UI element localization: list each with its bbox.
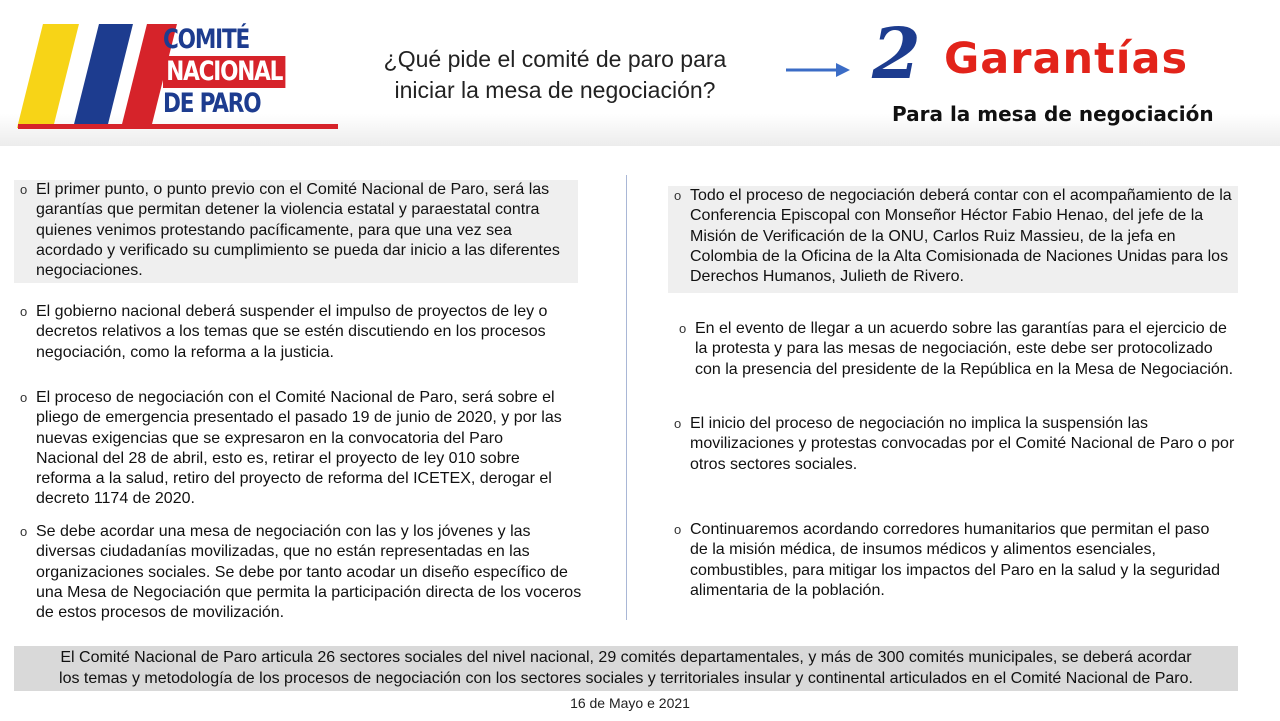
bullet-marker: o	[20, 524, 28, 539]
bullet-text: En el evento de llegar a un acuerdo sobre las garantías para el ejercicio de la protesta y para las mesas de negociación, este debe ser protocolizado con la presencia del presidente de la República en la Mesa de Negociación.	[695, 320, 1234, 378]
right-bullet-3	[668, 414, 1240, 475]
bullet-marker: o	[20, 182, 28, 197]
left-bullet-1	[14, 180, 578, 283]
logo-text	[163, 24, 283, 120]
date-label: 16 de Mayo e 2021	[570, 695, 690, 711]
bullet-text: Se debe acordar una mesa de negociación con las y los jóvenes y las diversas ciudadanías movilizadas, que no están representadas en las organizaciones sociales. Se debe por tanto acodar un diseño específico de una Mesa de Negociación que permita la participación directa de los voceros de estos procesos de movilización.	[36, 523, 582, 622]
section-title: Garantías	[944, 34, 1189, 84]
bullet-marker: o	[20, 390, 28, 405]
question-line-1: ¿Qué pide el comité de paro para	[383, 46, 727, 72]
logo-line-2: NACIONAL	[163, 56, 285, 88]
column-divider	[626, 175, 627, 620]
right-bullet-2	[673, 319, 1241, 380]
bullet-text: El gobierno nacional deberá suspender el impulso de proyectos de ley o decretos relativos a los temas que se estén discutiendo en los procesos negociación, como la reforma a la justicia.	[36, 303, 548, 361]
logo-line-3: DE PARO	[163, 88, 261, 119]
bullet-text: El primer punto, o punto previo con el Comité Nacional de Paro, será las garantías que permitan detener la violencia estatal y paraestatal contra quienes venimos protestando pacíficamente, para que una vez sea acordado y verificado su cumplimiento se pueda dar inicio a las diferentes negociaciones.	[36, 181, 560, 280]
footer-summary	[14, 646, 1238, 691]
right-arrow-icon	[786, 60, 852, 80]
bullet-text: Todo el proceso de negociación deberá contar con el acompañamiento de la Conferencia Episcopal con Monseñor Héctor Fabio Henao, del jefe de la Misión de Verificación de la ONU, Carlos Ruiz Massieu, de la jefa en Colombia de la Oficina de la Alta Comisionada de Naciones Unidas para los Derechos Humanos, Julieth de Rivero.	[690, 187, 1232, 286]
bullet-marker: o	[674, 416, 682, 431]
header-question	[355, 44, 755, 106]
bullet-text: El proceso de negociación con el Comité Nacional de Paro, será sobre el pliego de emergencia presentado el pasado 19 de junio de 2020, y por las nuevas exigencias que se expresaron en la convocatoria del Paro Nacional del 28 de abril, esto es, retirar el proyecto de ley 010 sobre reforma a la salud, retiro del proyecto de reforma del ICETEX, derogar el decreto 1174 de 2020.	[36, 389, 562, 508]
footer-line-1: El Comité Nacional de Paro articula 26 sectores sociales del nivel nacional, 29 comités departamentales, y más de 300 comités municipales, se deberá acordar	[60, 649, 1192, 666]
bullet-marker: o	[20, 304, 28, 319]
right-bullet-4	[668, 520, 1228, 601]
bullet-marker: o	[674, 522, 682, 537]
left-bullet-2	[14, 302, 582, 363]
bullet-marker: o	[674, 188, 682, 203]
right-bullet-1	[668, 186, 1238, 293]
left-bullet-4	[14, 522, 582, 623]
bullet-text: El inicio del proceso de negociación no implica la suspensión las movilizaciones y protestas convocadas por el Comité Nacional de Paro o por otros sectores sociales.	[690, 415, 1235, 473]
bullet-text: Continuaremos acordando corredores humanitarios que permitan el paso de la misión médica, de insumos médicos y alimentos esenciales, combustibles, para mitigar los impactos del Paro en la salud y la seguridad alimentaria de la población.	[690, 521, 1221, 599]
footer-line-2: los temas y metodología de los procesos de negociación con los sectores sociales y territoriales insular y continental articulados en el Comité Nacional de Paro.	[59, 669, 1193, 687]
logo-line-1: COMITÉ	[163, 24, 250, 55]
logo-underline	[18, 124, 338, 129]
section-subtitle: Para la mesa de negociación	[892, 102, 1214, 126]
question-line-2: iniciar la mesa de negociación?	[394, 77, 716, 103]
bullet-marker: o	[679, 321, 687, 336]
section-number: 2	[872, 12, 921, 95]
left-bullet-3	[14, 388, 562, 510]
